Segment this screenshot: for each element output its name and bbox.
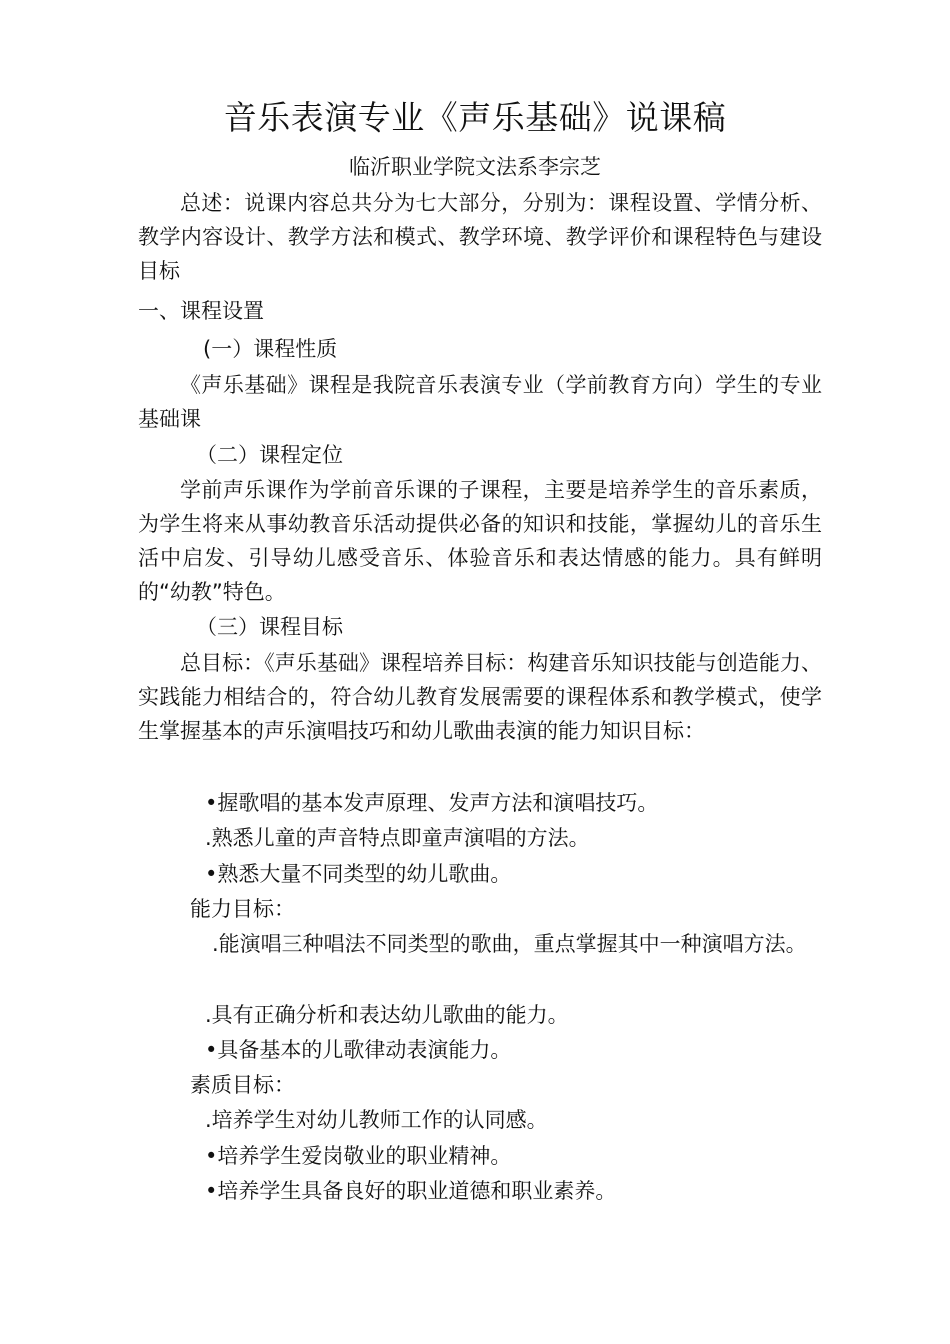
document-author: 临沂职业学院文法系李宗芝 xyxy=(349,155,601,179)
sub2-heading: （二）课程定位 xyxy=(196,443,343,467)
sub1-heading: (一）课程性质 xyxy=(203,337,338,361)
sub3-paragraph: 总目标：《声乐基础》课程培养目标：构建音乐知识技能与创造能力、实践能力相结合的，符合幼儿教育发展需要的课程体系和教学模式，使学生掌握基本的声乐演唱技巧和幼儿歌曲表演的能力知识目标： xyxy=(138,651,822,743)
section1-heading: 一、课程设置 xyxy=(138,299,264,323)
quality-item: •培养学生爱岗敬业的职业精神。 xyxy=(205,1144,512,1168)
sub2-paragraph: 学前声乐课作为学前音乐课的子课程，主要是培养学生的音乐素质，为学生将来从事幼教音乐活动提供必备的知识和技能，掌握幼儿的音乐生活中启发、引导幼儿感受音乐、体验音乐和表达情感的能力。具有鲜明的“幼教”特色。 xyxy=(138,478,822,604)
sub1-paragraph: 《声乐基础》课程是我院音乐表演专业（学前教育方向）学生的专业基础课 xyxy=(138,373,822,431)
ability-heading: 能力目标： xyxy=(190,897,295,921)
knowledge-item: .熟悉儿童的声音特点即童声演唱的方法。 xyxy=(205,826,590,850)
sub3-heading: （三）课程目标 xyxy=(196,615,343,639)
ability-item: •具备基本的儿歌律动表演能力。 xyxy=(205,1038,512,1062)
overview-paragraph: 总述：说课内容总共分为七大部分，分别为：课程设置、学情分析、教学内容设计、教学方法和模式、教学环境、教学评价和课程特色与建设目标 xyxy=(138,191,822,283)
ability-item: .能演唱三种唱法不同类型的歌曲，重点掌握其中一种演唱方法。 xyxy=(212,932,807,956)
quality-item: .培养学生对幼儿教师工作的认同感。 xyxy=(205,1108,548,1132)
document-title: 音乐表演专业《声乐基础》说课稿 xyxy=(223,98,727,137)
quality-item: •培养学生具备良好的职业道德和职业素养。 xyxy=(205,1179,617,1203)
knowledge-item: •熟悉大量不同类型的幼儿歌曲。 xyxy=(205,862,512,886)
ability-item: .具有正确分析和表达幼儿歌曲的能力。 xyxy=(205,1003,569,1027)
knowledge-item: •握歌唱的基本发声原理、发声方法和演唱技巧。 xyxy=(205,791,659,815)
quality-heading: 素质目标： xyxy=(190,1073,295,1097)
